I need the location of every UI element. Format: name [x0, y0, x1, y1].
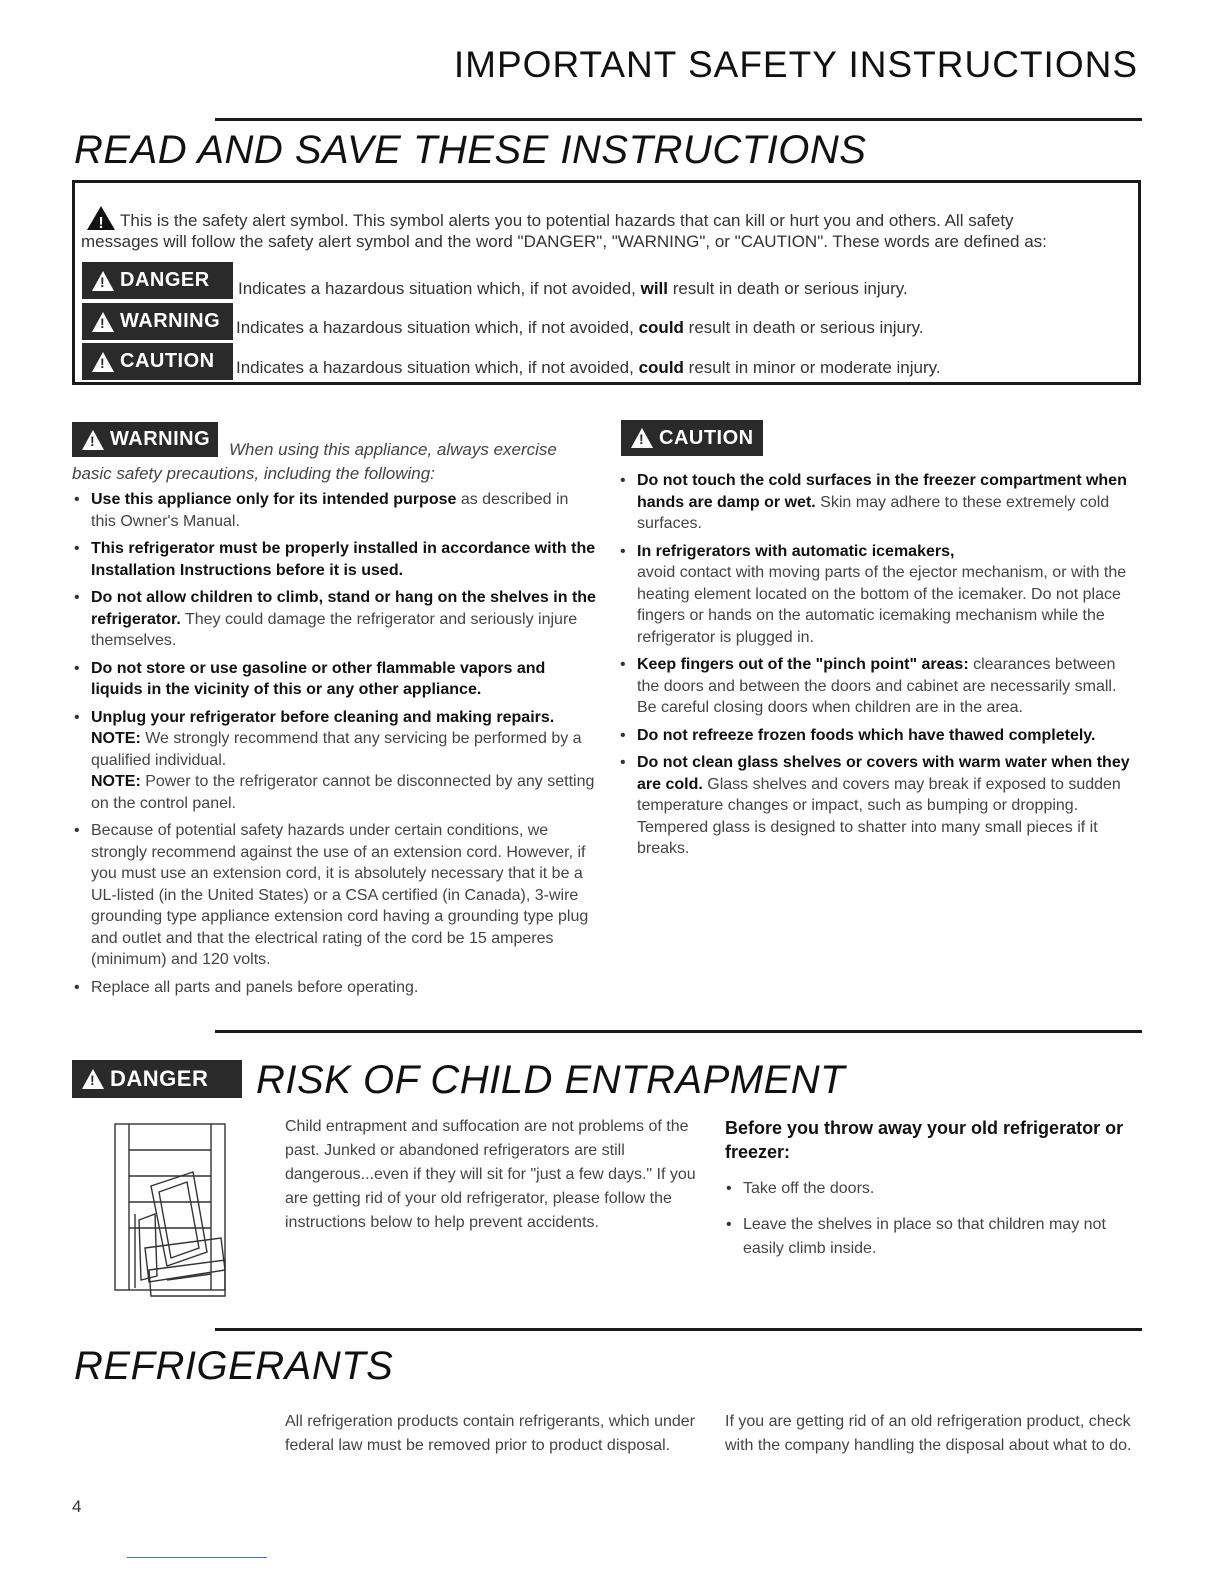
danger-alert-icon: [92, 271, 114, 291]
note-label: NOTE:: [91, 730, 141, 747]
warning-alert-icon: [92, 312, 114, 332]
entrapment-title: RISK OF CHILD ENTRAPMENT: [256, 1058, 846, 1102]
list-item: [724, 1213, 1124, 1261]
list-item: [618, 752, 1138, 860]
caution-badge-label: CAUTION: [120, 350, 215, 372]
warning-intro-a: When using this appliance, always exercise: [229, 440, 557, 459]
caution-def-text: Indicates a hazardous situation which, if not avoided,: [236, 358, 639, 377]
item-bold: Keep fingers out of the "pinch point" areas:: [637, 656, 969, 673]
footer-line: [127, 1557, 267, 1558]
item-bold: Do not touch the cold surfaces in the freezer compartment when hands are damp or wet.: [637, 472, 1127, 511]
page-header-title: IMPORTANT SAFETY INSTRUCTIONS: [453, 44, 1138, 85]
intro-line-2: messages will follow the safety alert symbol and the word "DANGER", "WARNING", or "CAUTION". These words are defined as:: [81, 232, 1047, 251]
old-refrigerator-illustration: [111, 1120, 231, 1298]
list-item: [72, 658, 597, 701]
intro-line-1: This is the safety alert symbol. This symbol alerts you to potential hazards that can kill or hurt you and others. All safety: [120, 211, 1014, 230]
danger-badge: [82, 262, 233, 299]
entrapment-paragraph: Child entrapment and suffocation are not problems of the past. Junked or abandoned refrigerators are still dangerous...even if they will sit for "just a few days." If you are getting rid of your old refrigerator, please follow the instructions below to help prevent accidents.: [285, 1118, 696, 1231]
warning-badge-label: WARNING: [120, 310, 221, 332]
item-bold: In refrigerators with automatic icemakers,: [637, 542, 955, 560]
list-item: [618, 654, 1138, 719]
entrapment-badge-label: DANGER: [110, 1066, 209, 1091]
list-item: [724, 1177, 1124, 1201]
warning-intro-b: basic safety precautions, including the following:: [72, 464, 435, 483]
item-bold: Do not refreeze frozen foods which have thawed completely.: [637, 726, 1096, 744]
caution-list: [618, 470, 1138, 866]
list-item: [618, 470, 1138, 535]
item-text: Glass shelves and covers may break if exposed to sudden temperature changes or impact, such as bumping or dropping. Tempered glass is designed to shatter into many small pieces if it breaks.: [637, 775, 1121, 857]
warning-column-alert-icon: [82, 430, 104, 450]
caution-definition: [236, 358, 941, 378]
refrigerants-para-2: If you are getting rid of an old refrigeration product, check with the company handling the disposal about what to do.: [725, 1413, 1132, 1454]
list-item: [72, 587, 597, 652]
warning-def-text-end: result in death or serious injury.: [683, 318, 924, 337]
caution-column-badge: [621, 420, 763, 456]
item-bold: This refrigerator must be properly installed in accordance with the Installation Instructions before it is used.: [91, 540, 596, 579]
entrapment-alert-icon: [82, 1069, 104, 1089]
entrapment-rule: [215, 1030, 1142, 1033]
item-text: Replace all parts and panels before operating.: [91, 978, 419, 996]
warning-def-bold: could: [638, 318, 684, 337]
list-item: [72, 707, 597, 815]
svg-text:!: !: [98, 215, 104, 231]
warning-column-badge-label: WARNING: [110, 428, 211, 450]
list-item: [72, 820, 597, 971]
danger-def-bold: will: [640, 279, 668, 298]
caution-def-bold: could: [638, 358, 684, 377]
refrigerants-title: REFRIGERANTS: [74, 1344, 394, 1388]
item-text: avoid contact with moving parts of the ejector mechanism, or with the heating element located on the bottom of the icemaker. Do not place fingers or hands on the automatic icemaking mechanism while the refrigerator is plugged in.: [637, 564, 1127, 646]
warning-def-text: Indicates a hazardous situation which, if not avoided,: [236, 318, 639, 337]
caution-def-text-end: result in minor or moderate injury.: [683, 358, 941, 377]
warning-badge: [82, 303, 233, 340]
item-text: Take off the doors.: [743, 1180, 875, 1197]
list-item: [72, 538, 597, 581]
item-bold: Use this appliance only for its intended purpose: [91, 491, 457, 508]
caution-alert-icon: [92, 352, 114, 372]
danger-badge-label: DANGER: [120, 269, 210, 291]
disposal-subhead: Before you throw away your old refrigerator or freezer:: [725, 1118, 1124, 1162]
safety-alert-icon: [86, 205, 116, 231]
caution-badge: [82, 343, 233, 380]
header-rule: [215, 118, 1142, 121]
warning-list: [72, 489, 597, 1004]
warning-column-badge: [72, 422, 218, 457]
item-text: as described in this Owner's Manual.: [91, 491, 569, 530]
note-text: Power to the refrigerator cannot be disconnected by any setting on the control panel.: [91, 773, 595, 812]
list-item: [618, 725, 1138, 747]
item-text: Leave the shelves in place so that children may not easily climb inside.: [743, 1216, 1106, 1257]
caution-column-alert-icon: [631, 428, 653, 448]
entrapment-danger-badge: [72, 1060, 242, 1098]
danger-definition: [238, 279, 908, 299]
item-bold: Unplug your refrigerator before cleaning and making repairs.: [91, 708, 555, 726]
danger-def-text: Indicates a hazardous situation which, if not avoided,: [238, 279, 641, 298]
caution-column-badge-label: CAUTION: [659, 426, 754, 449]
item-text: clearances between the doors and between the doors and cabinet are necessarily small. Be careful closing doors when children are in the area.: [637, 656, 1117, 716]
list-item: [72, 489, 597, 532]
read-save-title: READ AND SAVE THESE INSTRUCTIONS: [74, 128, 867, 172]
disposal-list: [724, 1177, 1124, 1267]
safety-definitions-box: [72, 180, 1141, 385]
refrigerants-para-1: All refrigeration products contain refrigerants, which under federal law must be removed prior to product disposal.: [285, 1413, 695, 1454]
item-text: They could damage the refrigerator and seriously injure themselves.: [91, 610, 578, 649]
note-text: We strongly recommend that any servicing be performed by a qualified individual.: [91, 730, 582, 769]
item-bold: Do not clean glass shelves or covers with warm water when they are cold.: [637, 754, 1130, 793]
item-bold: Do not store or use gasoline or other flammable vapors and liquids in the vicinity of this or any other appliance.: [91, 659, 546, 698]
page-number: 4: [72, 1497, 82, 1516]
note-label: NOTE:: [91, 773, 141, 790]
item-text: Skin may adhere to these extremely cold surfaces.: [637, 493, 1110, 532]
item-bold: Do not allow children to climb, stand or hang on the shelves in the refrigerator.: [91, 589, 596, 628]
danger-def-text-end: result in death or serious injury.: [668, 279, 908, 298]
warning-definition: [236, 318, 924, 338]
list-item: [72, 977, 597, 999]
refrigerants-rule: [215, 1328, 1142, 1331]
list-item: [618, 541, 1138, 649]
item-text: Because of potential safety hazards under certain conditions, we strongly recommend against the use of an extension cord. However, if you must use an extension cord, it is absolutely necessary that it be a UL-listed (in the United States) or a CSA certified (in Canada), 3-wire grounding type appliance extension cord having a grounding type plug and outlet and that the electrical rating of the cord be 15 amperes (minimum) and 120 volts.: [91, 822, 589, 968]
